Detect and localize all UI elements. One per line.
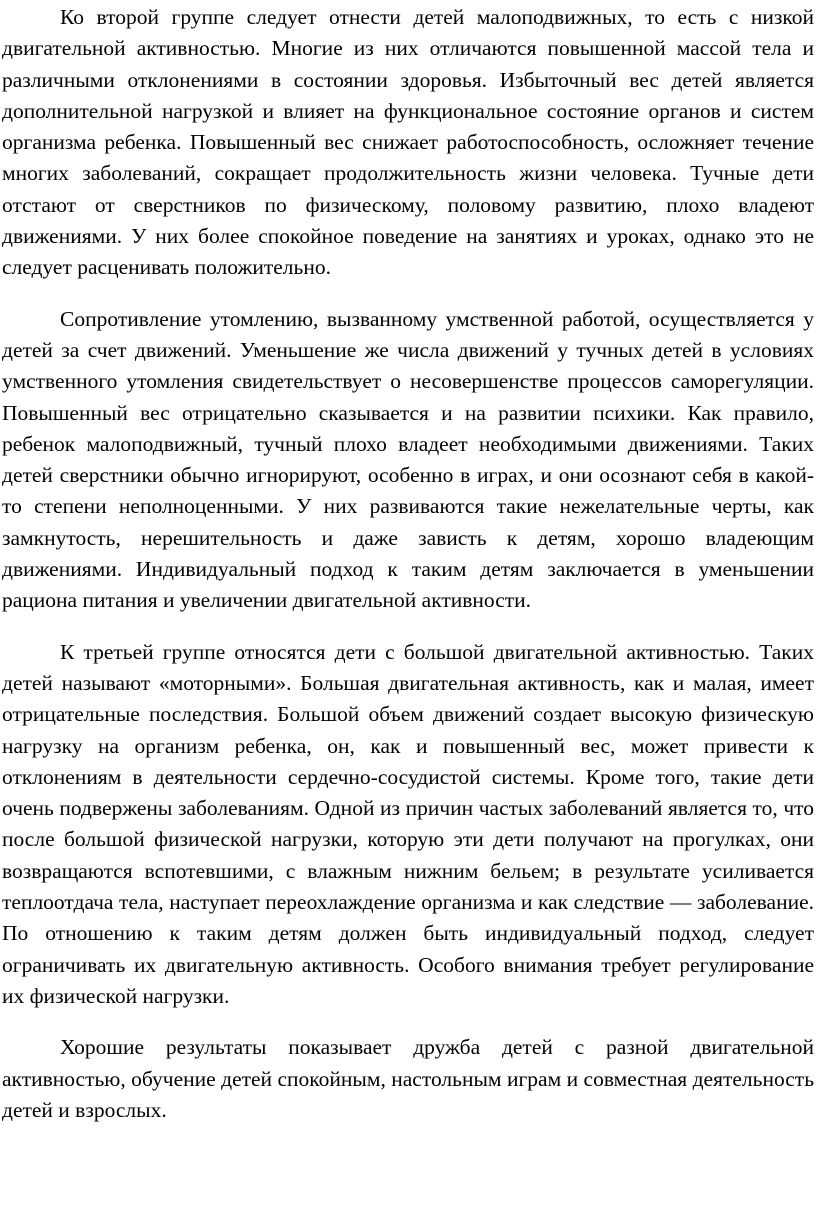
- paragraph-fatigue-resistance: Сопротивление утомлению, вызванному умственной работой, осуществляется у детей за счет движений. Уменьшение же числа движений у тучных детей в условиях умственного утомления свидетельствует о несовершенстве процессов саморегуляции. Повышенный вес отрицательно сказывается и на развитии психики. Как правило, ребенок малоподвижный, тучный плохо владеет необходимыми движениями. Таких детей сверстники обычно игнорируют, особенно в играх, и они осознают себя в какой-то степени неполноценными. У них развиваются такие нежелательные черты, как замкнутость, нерешительность и даже зависть к детям, хорошо владеющим движениями. Индивидуальный подход к таким детям заключается в уменьшении рациона питания и увеличении двигательной активности.: [2, 306, 814, 613]
- paragraph-good-results: Хорошие результаты показывает дружба детей с разной двигательной активностью, обучение детей спокойным, настольным играм и совместная деятельность детей и взрослых.: [2, 1035, 814, 1122]
- paragraph-third-group: К третьей группе относятся дети с большой двигательной активностью. Таких детей называют «моторными». Большая двигательная активность, как и малая, имеет отрицательные последствия. Большой объем движений создает высокую физическую нагрузку на организм ребенка, он, как и повышенный вес, может привести к отклонениям в деятельности сердечно-сосудистой системы. Кроме того, такие дети очень подвержены заболеваниям. Одной из причин частых заболеваний является то, что после большой физической нагрузки, которую эти дети получают на прогулках, они возвращаются вспотевшими, с влажным нижним бельем; в результате усиливается теплоотдача тела, наступает переохлаждение организма и как следствие — заболевание. По отношению к таким детям должен быть индивидуальный подход, следует ограничивать их двигательную активность. Особого внимания требует регулирование их физической нагрузки.: [2, 639, 814, 1008]
- paragraph-second-group: Ко второй группе следует отнести детей малоподвижных, то есть с низкой двигательной активностью. Многие из них отличаются повышенной массой тела и различными отклонениями в состоянии здоровья. Избыточный вес детей является дополнительной нагрузкой и влияет на функциональное состояние органов и систем организма ребенка. Повышенный вес снижает работоспособность, осложняет течение многих заболеваний, сокращает продолжительность жизни человека. Тучные дети отстают от сверстников по физическому, половому развитию, плохо владеют движениями. У них более спокойное поведение на занятиях и уроках, однако это не следует расценивать положительно.: [2, 5, 814, 280]
